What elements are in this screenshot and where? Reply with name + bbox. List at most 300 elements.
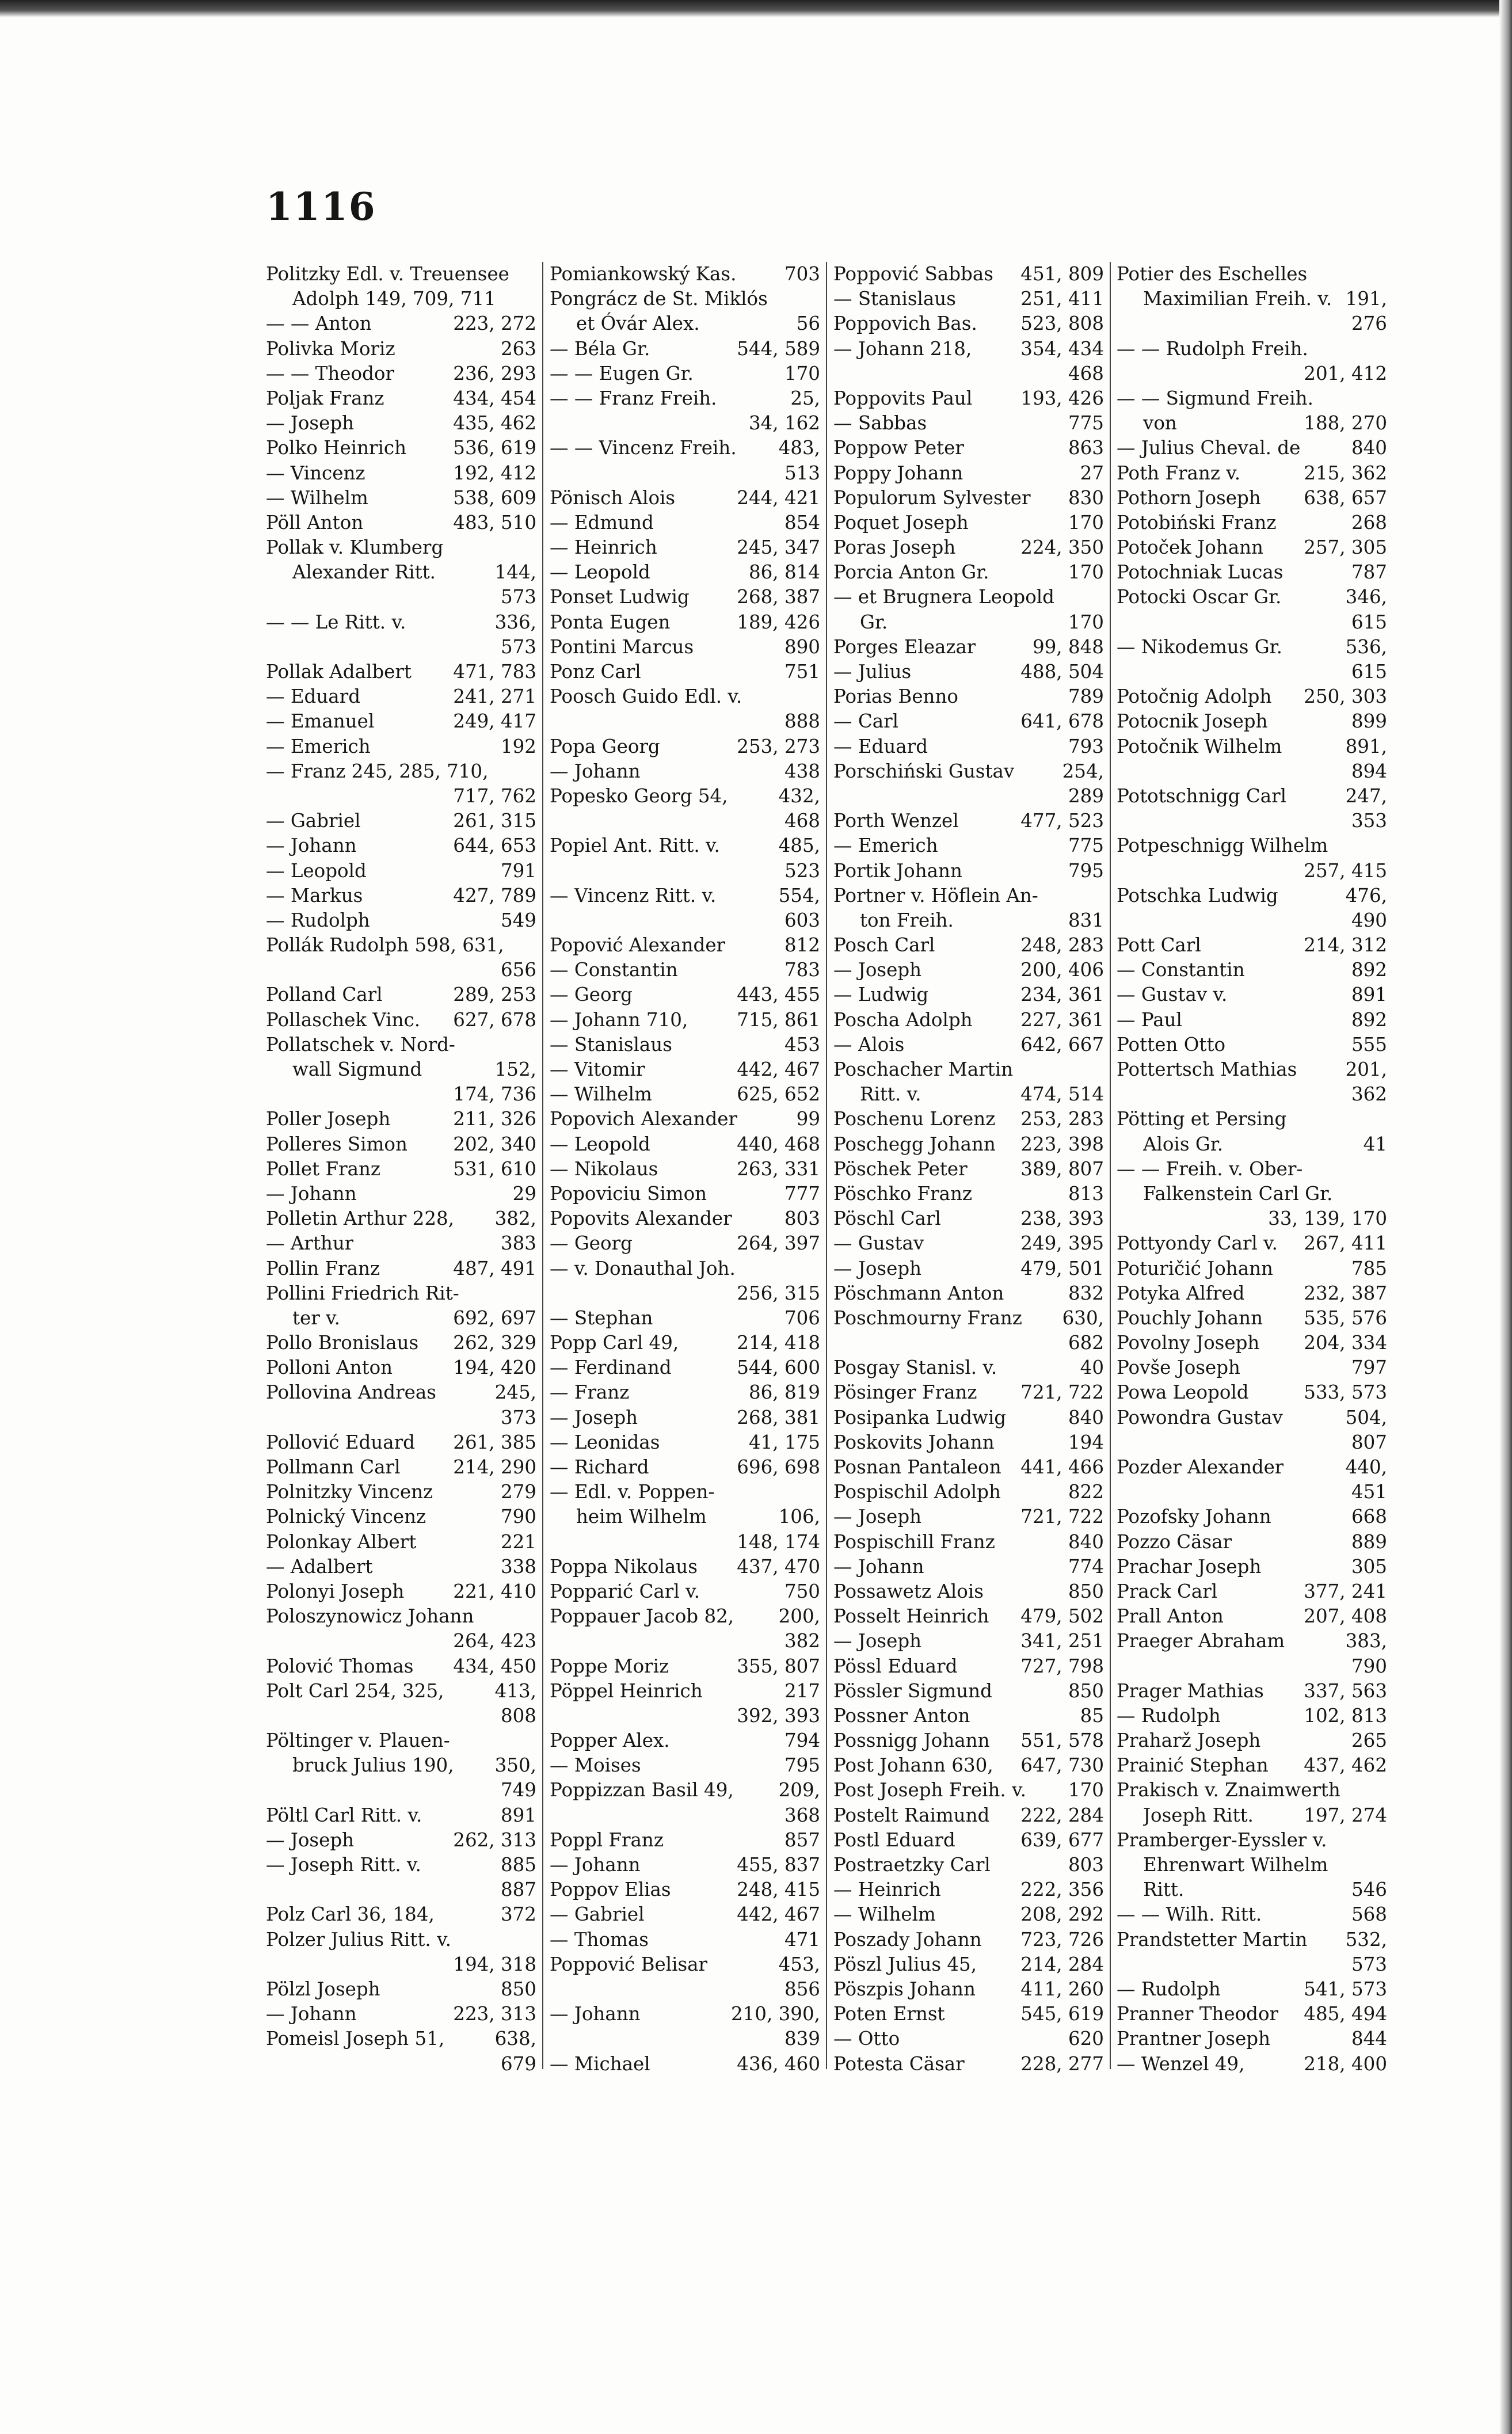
entry-page-refs: 639, 677 <box>1020 1829 1104 1851</box>
entry-page-refs: 257, 415 <box>1304 859 1387 882</box>
entry-name: Polivka Moriz <box>266 337 395 360</box>
index-entry <box>1117 1654 1387 1679</box>
entry-name: Pototschnigg Carl <box>1117 784 1287 807</box>
entry-name: Poppovits Paul <box>833 387 973 409</box>
index-entry <box>1117 585 1387 610</box>
entry-name: — — Vincenz Freih. <box>550 437 737 459</box>
scan-right-edge <box>1499 0 1512 2434</box>
entry-name: Potschka Ludwig <box>1117 884 1278 906</box>
index-entry <box>1117 933 1387 958</box>
index-entry <box>1117 660 1387 684</box>
entry-page-refs: 228, 277 <box>1020 2052 1104 2075</box>
index-entry <box>266 982 536 1007</box>
index-entry <box>1117 908 1387 933</box>
entry-page-refs: 625, 652 <box>737 1083 820 1106</box>
index-entry <box>1117 361 1387 386</box>
entry-page-refs: 170 <box>1068 611 1104 633</box>
index-entry <box>550 1132 820 1157</box>
index-entry <box>266 1281 536 1306</box>
entry-page-refs: 546 <box>1351 1879 1387 1901</box>
index-entry <box>550 287 820 311</box>
entry-name: — et Brugnera Leopold <box>833 586 1054 608</box>
index-entry <box>1117 1753 1387 1778</box>
entry-name: Possawetz Alois <box>833 1580 984 1602</box>
entry-page-refs: 442, 467 <box>737 1903 820 1926</box>
entry-name: Polt Carl 254, 325, <box>266 1679 444 1702</box>
entry-name: Poppović Sabbas <box>833 263 993 285</box>
entry-name: Polović Thomas <box>266 1655 414 1677</box>
entry-page-refs: 86, 814 <box>748 561 820 584</box>
index-entry <box>833 908 1104 933</box>
index-entry <box>1117 1182 1387 1206</box>
entry-page-refs: 437, 470 <box>737 1555 820 1578</box>
entry-page-refs: 692, 697 <box>453 1306 536 1329</box>
index-column-1 <box>266 262 536 2081</box>
entry-page-refs: 256, 315 <box>737 1282 820 1304</box>
index-entry <box>550 784 820 809</box>
entry-page-refs: 887 <box>500 1879 536 1901</box>
entry-page-refs: 197, 274 <box>1304 1804 1387 1826</box>
entry-page-refs: 249, 417 <box>453 710 536 733</box>
entry-name: Pozzo Cäsar <box>1117 1530 1232 1553</box>
entry-name: Porth Wenzel <box>833 810 959 832</box>
entry-page-refs: 775 <box>1068 835 1104 857</box>
index-entry <box>550 1430 820 1455</box>
entry-page-refs: 436, 460 <box>737 2052 820 2075</box>
entry-page-refs: 668 <box>1351 1506 1387 1528</box>
entry-page-refs: 245, 347 <box>737 536 820 559</box>
entry-name: — — Le Ritt. v. <box>266 611 406 633</box>
entry-page-refs: 427, 789 <box>453 884 536 906</box>
entry-name: Posipanka Ludwig <box>833 1406 1007 1429</box>
index-entry <box>833 1331 1104 1355</box>
entry-name: Pomiankowský Kas. <box>550 263 737 285</box>
entry-page-refs: 435, 462 <box>453 412 536 435</box>
entry-page-refs: 373 <box>500 1406 536 1429</box>
index-entry <box>266 610 536 635</box>
entry-page-refs: 790 <box>500 1506 536 1528</box>
entry-page-refs: 573 <box>500 586 536 608</box>
entry-page-refs: 192, 412 <box>453 462 536 484</box>
index-entry <box>833 1057 1104 1082</box>
index-entry <box>550 2052 820 2077</box>
entry-name: — Moises <box>550 1754 641 1777</box>
entry-page-refs: 40 <box>1080 1357 1104 1379</box>
entry-page-refs: 336, <box>494 611 536 633</box>
index-entry <box>550 1977 820 2002</box>
entry-page-refs: 832 <box>1068 1282 1104 1304</box>
entry-name: Post Johann 630, <box>833 1754 993 1777</box>
entry-name: Pollini Friedrich Rit- <box>266 1282 459 1304</box>
entry-page-refs: 899 <box>1351 710 1387 733</box>
index-entry <box>550 337 820 361</box>
entry-name: Pospischill Franz <box>833 1530 995 1553</box>
entry-name: Ehrenwart Wilhelm <box>1143 1854 1328 1876</box>
entry-name: Ponta Eugen <box>550 611 671 633</box>
entry-page-refs: 535, 576 <box>1304 1306 1387 1329</box>
entry-name: Pollovina Andreas <box>266 1381 436 1404</box>
entry-page-refs: 857 <box>784 1829 820 1851</box>
entry-name: Ponz Carl <box>550 661 641 683</box>
entry-page-refs: 723, 726 <box>1020 1928 1104 1951</box>
entry-name: Joseph Ritt. <box>1143 1804 1254 1826</box>
entry-name: Postraetzky Carl <box>833 1854 991 1876</box>
index-entry <box>266 1206 536 1231</box>
entry-page-refs: 523, 808 <box>1020 313 1104 335</box>
index-entry <box>266 361 536 386</box>
entry-name: Polonkay Albert <box>266 1530 417 1553</box>
entry-page-refs: 721, 722 <box>1020 1506 1104 1528</box>
index-entry <box>833 1654 1104 1679</box>
index-entry <box>266 1355 536 1380</box>
index-entry <box>266 1504 536 1529</box>
entry-page-refs: 533, 573 <box>1304 1381 1387 1404</box>
entry-name: Pöszpis Johann <box>833 1978 976 2000</box>
index-entry <box>550 1033 820 1057</box>
entry-name: — Johann <box>550 2003 641 2025</box>
index-entry <box>1117 1679 1387 1704</box>
index-entry <box>266 436 536 460</box>
index-entry <box>266 908 536 933</box>
entry-name: Pollak v. Klumberg <box>266 536 444 559</box>
column-rule <box>1110 262 1111 2069</box>
entry-page-refs: 696, 698 <box>737 1456 820 1478</box>
entry-page-refs: 214, 418 <box>737 1332 820 1354</box>
entry-name: Polletin Arthur 228, <box>266 1208 455 1230</box>
entry-page-refs: 531, 610 <box>453 1157 536 1180</box>
entry-name: Praharž Joseph <box>1117 1730 1261 1752</box>
entry-page-refs: 555 <box>1351 1033 1387 1056</box>
index-entry <box>550 1231 820 1256</box>
index-entry <box>550 958 820 982</box>
entry-name: Povše Joseph <box>1117 1357 1240 1379</box>
index-entry <box>1117 1629 1387 1654</box>
index-entry <box>833 1853 1104 1877</box>
entry-name: Poturičić Johann <box>1117 1257 1273 1279</box>
entry-name: — Stanislaus <box>550 1033 672 1056</box>
index-entry <box>550 1679 820 1704</box>
entry-page-refs: 840 <box>1351 437 1387 459</box>
index-entry <box>550 1629 820 1654</box>
entry-name: Pollaschek Vinc. <box>266 1008 421 1031</box>
entry-name: Poppa Nikolaus <box>550 1555 698 1578</box>
entry-name: Pöschek Peter <box>833 1157 968 1180</box>
entry-name: Possner Anton <box>833 1704 970 1727</box>
index-entry <box>266 1604 536 1629</box>
entry-page-refs: 554, <box>778 884 820 906</box>
index-entry <box>550 1405 820 1430</box>
entry-name: Posgay Stanisl. v. <box>833 1357 997 1379</box>
entry-page-refs: 544, 589 <box>737 337 820 360</box>
index-entry <box>1117 1504 1387 1529</box>
index-entry <box>1117 1828 1387 1853</box>
entry-page-refs: 211, 326 <box>453 1108 536 1130</box>
index-entry <box>833 337 1104 361</box>
index-entry <box>833 1256 1104 1281</box>
index-entry <box>550 1604 820 1629</box>
entry-page-refs: 715, 861 <box>737 1008 820 1031</box>
entry-name: Pölzl Joseph <box>266 1978 380 2000</box>
index-entry <box>550 1206 820 1231</box>
entry-name: — Emerich <box>833 835 938 857</box>
entry-page-refs: 453 <box>784 1033 820 1056</box>
entry-page-refs: 204, 334 <box>1304 1332 1387 1354</box>
index-entry <box>266 1231 536 1256</box>
entry-page-refs: 793 <box>1068 735 1104 757</box>
index-column-2 <box>550 262 820 2081</box>
entry-page-refs: 451, 809 <box>1020 263 1104 285</box>
index-entry <box>833 1008 1104 1033</box>
entry-name: Potten Otto <box>1117 1033 1226 1056</box>
entry-name: — Constantin <box>550 959 678 981</box>
entry-name: Pottyondy Carl v. <box>1117 1232 1278 1255</box>
entry-name: bruck Julius 190, <box>292 1754 454 1777</box>
entry-page-refs: 223, 272 <box>453 313 536 335</box>
index-entry <box>833 933 1104 958</box>
entry-page-refs: 442, 467 <box>737 1058 820 1080</box>
index-entry <box>266 1977 536 2002</box>
entry-name: Pollmann Carl <box>266 1456 401 1478</box>
entry-name: ter v. <box>292 1306 340 1329</box>
index-entry <box>833 585 1104 610</box>
entry-page-refs: 392, 393 <box>737 1704 820 1727</box>
entry-page-refs: 538, 609 <box>453 486 536 509</box>
index-entry <box>1117 535 1387 560</box>
entry-name: Poppovich Bas. <box>833 313 977 335</box>
index-entry <box>1117 1579 1387 1604</box>
entry-page-refs: 813 <box>1068 1182 1104 1205</box>
entry-name: Pomeisl Joseph 51, <box>266 2028 445 2050</box>
entry-page-refs: 783 <box>784 959 820 981</box>
entry-name: Porschiński Gustav <box>833 760 1015 782</box>
entry-name: — Gustav v. <box>1117 984 1228 1006</box>
index-entry <box>833 660 1104 684</box>
entry-page-refs: 777 <box>784 1182 820 1205</box>
entry-page-refs: 389, 807 <box>1020 1157 1104 1180</box>
index-entry <box>833 535 1104 560</box>
entry-page-refs: 56 <box>796 313 820 335</box>
entry-page-refs: 854 <box>784 511 820 534</box>
entry-name: — Emanuel <box>266 710 375 733</box>
index-entry <box>550 585 820 610</box>
entry-page-refs: 350, <box>494 1754 536 1777</box>
entry-name: Praeger Abraham <box>1117 1630 1285 1652</box>
entry-page-refs: 346, <box>1345 586 1387 608</box>
entry-page-refs: 785 <box>1351 1257 1387 1279</box>
index-entry <box>550 1057 820 1082</box>
entry-name: Pollin Franz <box>266 1257 380 1279</box>
index-entry <box>1117 1256 1387 1281</box>
entry-page-refs: 194, 318 <box>453 1953 536 1975</box>
entry-name: — Joseph <box>833 959 922 981</box>
entry-name: Pozder Alexander <box>1117 1456 1284 1478</box>
entry-name: Powondra Gustav <box>1117 1406 1283 1429</box>
entry-page-refs: 99, 848 <box>1032 635 1104 658</box>
entry-name: Porcia Anton Gr. <box>833 561 989 584</box>
index-entry <box>1117 1405 1387 1430</box>
entry-page-refs: 727, 798 <box>1020 1655 1104 1677</box>
entry-page-refs: 189, 426 <box>737 611 820 633</box>
index-entry <box>1117 560 1387 585</box>
entry-name: — — Freih. v. Ober- <box>1117 1157 1303 1180</box>
entry-page-refs: 751 <box>784 661 820 683</box>
entry-name: Popoviciu Simon <box>550 1182 707 1205</box>
entry-name: — Thomas <box>550 1928 649 1951</box>
index-entry <box>833 2002 1104 2027</box>
entry-page-refs: 236, 293 <box>453 362 536 384</box>
entry-name: — Vincenz Ritt. v. <box>550 884 717 906</box>
entry-name: — Joseph Ritt. v. <box>266 1854 421 1876</box>
index-entry <box>1117 1902 1387 1927</box>
entry-name: — — Theodor <box>266 362 394 384</box>
entry-name: — v. Donauthal Joh. <box>550 1257 736 1279</box>
entry-name: Poquet Joseph <box>833 511 969 534</box>
entry-name: Pottertsch Mathias <box>1117 1058 1297 1080</box>
entry-page-refs: 247, <box>1345 784 1387 807</box>
entry-page-refs: 432, <box>778 784 820 807</box>
index-entry <box>1117 1107 1387 1132</box>
index-entry <box>1117 1952 1387 1977</box>
entry-page-refs: 438 <box>784 760 820 782</box>
entry-name: Popiel Ant. Ritt. v. <box>550 835 720 857</box>
entry-page-refs: 803 <box>784 1208 820 1230</box>
index-entry <box>266 1008 536 1033</box>
entry-page-refs: 513 <box>784 462 820 484</box>
entry-name: — Michael <box>550 2052 650 2075</box>
index-entry <box>550 311 820 336</box>
index-entry <box>833 1928 1104 1952</box>
index-entry <box>1117 486 1387 511</box>
index-entry <box>550 386 820 411</box>
index-entry <box>1117 1877 1387 1902</box>
entry-page-refs: 647, 730 <box>1020 1754 1104 1777</box>
entry-page-refs: 264, 423 <box>453 1630 536 1652</box>
index-entry <box>550 635 820 660</box>
index-entry <box>550 1654 820 1679</box>
entry-name: Pöltl Carl Ritt. v. <box>266 1804 422 1826</box>
entry-name: Pönisch Alois <box>550 486 676 509</box>
index-entry <box>550 610 820 635</box>
index-entry <box>833 1082 1104 1107</box>
index-entry <box>550 1281 820 1306</box>
entry-page-refs: 656 <box>500 959 536 981</box>
entry-page-refs: 441, 466 <box>1020 1456 1104 1478</box>
entry-page-refs: 289 <box>1068 784 1104 807</box>
index-entry <box>1117 759 1387 784</box>
entry-page-refs: 253, 273 <box>737 735 820 757</box>
index-entry <box>833 1281 1104 1306</box>
entry-page-refs: 644, 653 <box>453 835 536 857</box>
entry-page-refs: 170 <box>1068 511 1104 534</box>
entry-name: Popp Carl 49, <box>550 1332 679 1354</box>
entry-page-refs: 362 <box>1351 1083 1387 1106</box>
index-entry <box>1117 386 1387 411</box>
entry-name: — Heinrich <box>550 536 657 559</box>
index-entry <box>550 833 820 858</box>
entry-page-refs: 641, 678 <box>1020 710 1104 733</box>
index-entry <box>266 1405 536 1430</box>
entry-name: — Johann 218, <box>833 337 972 360</box>
index-column-3 <box>833 262 1104 2081</box>
entry-name: — Joseph <box>550 1406 638 1429</box>
index-entry <box>833 1033 1104 1057</box>
entry-page-refs: 248, 415 <box>737 1879 820 1901</box>
index-entry <box>1117 734 1387 759</box>
index-entry <box>266 1853 536 1877</box>
entry-page-refs: 891 <box>500 1804 536 1826</box>
index-entry <box>550 1107 820 1132</box>
entry-page-refs: 808 <box>500 1704 536 1727</box>
entry-name: Posselt Heinrich <box>833 1605 989 1628</box>
entry-name: — Rudolph <box>1117 1978 1221 2000</box>
index-entry <box>266 2002 536 2027</box>
entry-page-refs: 468 <box>1068 362 1104 384</box>
entry-page-refs: 603 <box>784 909 820 931</box>
index-entry <box>550 684 820 709</box>
entry-name: Povolny Joseph <box>1117 1332 1260 1354</box>
entry-page-refs: 223, 313 <box>453 2003 536 2025</box>
index-entry <box>550 1380 820 1405</box>
entry-name: Poppow Peter <box>833 437 964 459</box>
entry-page-refs: 468 <box>784 810 820 832</box>
entry-name: Potočnik Wilhelm <box>1117 735 1282 757</box>
entry-name: Pöschl Carl <box>833 1208 941 1230</box>
entry-name: Poppizzan Basil 49, <box>550 1779 734 1801</box>
index-entry <box>1117 1928 1387 1952</box>
entry-page-refs: 568 <box>1351 1903 1387 1926</box>
entry-page-refs: 249, 395 <box>1020 1232 1104 1255</box>
index-entry <box>266 759 536 784</box>
entry-name: — Johann 710, <box>550 1008 688 1031</box>
entry-page-refs: 192 <box>500 735 536 757</box>
index-entry <box>550 2027 820 2051</box>
entry-page-refs: 840 <box>1068 1530 1104 1553</box>
index-entry <box>550 535 820 560</box>
index-entry <box>1117 1977 1387 2002</box>
entry-page-refs: 479, 502 <box>1020 1605 1104 1628</box>
index-entry <box>266 1877 536 1902</box>
entry-page-refs: 440, 468 <box>737 1133 820 1155</box>
entry-page-refs: 451 <box>1351 1481 1387 1503</box>
index-entry <box>1117 1331 1387 1355</box>
entry-page-refs: 208, 292 <box>1020 1903 1104 1926</box>
index-entry <box>1117 610 1387 635</box>
column-rule <box>542 262 543 2069</box>
entry-name: Popper Alex. <box>550 1730 670 1752</box>
index-entry <box>550 709 820 734</box>
entry-page-refs: 523 <box>784 859 820 882</box>
entry-name: Poppov Elias <box>550 1879 671 1901</box>
entry-name: wall Sigmund <box>292 1058 422 1080</box>
index-entry <box>833 1902 1104 1927</box>
entry-name: Pössl Eduard <box>833 1655 958 1677</box>
entry-name: — Wenzel 49, <box>1117 2052 1245 2075</box>
index-entry <box>550 660 820 684</box>
entry-name: — Franz <box>550 1381 630 1404</box>
entry-page-refs: 152, <box>494 1058 536 1080</box>
entry-name: Prack Carl <box>1117 1580 1218 1602</box>
index-entry <box>833 1679 1104 1704</box>
index-entry <box>833 1579 1104 1604</box>
entry-name: — Emerich <box>266 735 371 757</box>
entry-page-refs: 795 <box>1068 859 1104 882</box>
entry-page-refs: 85 <box>1080 1704 1104 1727</box>
index-entry <box>833 2052 1104 2077</box>
index-entry <box>266 958 536 982</box>
entry-page-refs: 822 <box>1068 1481 1104 1503</box>
entry-name: — Johann <box>266 2003 357 2025</box>
entry-name: Posch Carl <box>833 934 935 957</box>
